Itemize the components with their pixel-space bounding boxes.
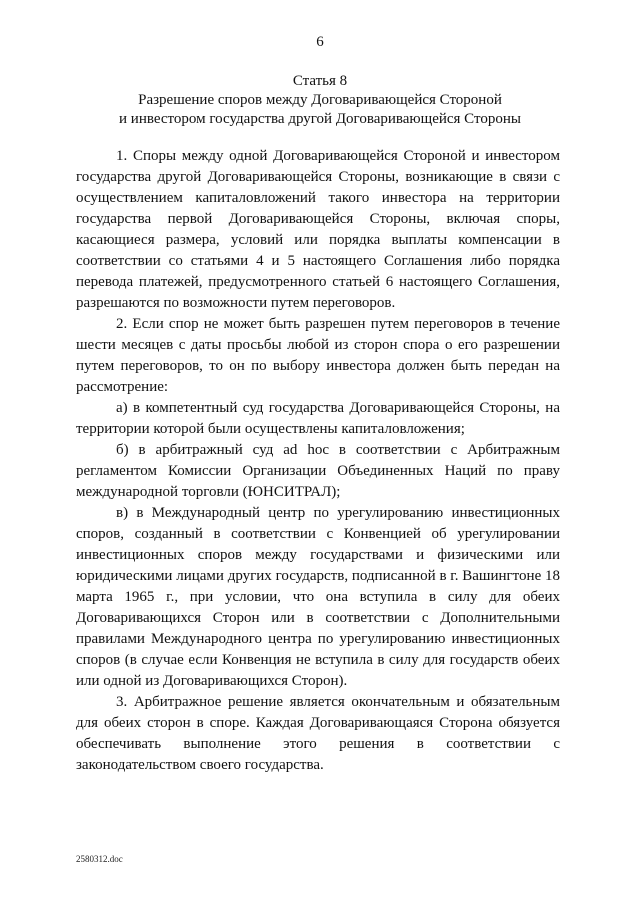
article-title-line-2: и инвестором государства другой Договаривающейся Стороны	[119, 111, 521, 127]
paragraph-2: 2. Если спор не может быть разрешен путем переговоров в течение шести месяцев с даты просьбы любой из сторон спора о его разрешении путем переговоров, то он по выбору инвестора должен быть передан на рассмотрение:	[76, 316, 560, 395]
paragraph-2c: в) в Международный центр по урегулированию инвестиционных споров, созданный в соответствии с Конвенцией об урегулировании инвестиционных споров между государствами и физическими или юридическими лицами других государств, подписанной в г. Вашингтоне 18 марта 1965 г., при условии, что она вступила в силу для обеих Договаривающихся Сторон или в соответствии с Дополнительными правилами Международного центра по урегулированию инвестиционных споров (в случае если Конвенция не вступила в силу для государств обеих или одной из Договаривающихся Сторон).	[76, 505, 560, 689]
article-body	[76, 146, 560, 776]
article-title-line-1: Разрешение споров между Договаривающейся Стороной	[138, 92, 502, 108]
article-number: Статья 8	[292, 73, 348, 89]
paragraph-3: 3. Арбитражное решение является окончательным и обязательным для обеих сторон в споре. Каждая Договаривающаяся Сторона обязуется обеспечивать выполнение этого решения в соответствии с законодательством своего государства.	[76, 694, 560, 773]
page-number: 6	[316, 34, 324, 50]
paragraph-1: 1. Споры между одной Договаривающейся Стороной и инвестором государства другой Договаривающейся Стороны, возникающие в связи с осуществлением капиталовложений такого инвестора на территории государства первой Договаривающейся Стороны, включая споры, касающиеся размера, условий или порядка выплаты компенсации в соответствии со статьями 4 и 5 настоящего Соглашения либо порядка перевода платежей, предусмотренного статьей 6 настоящего Соглашения, разрешаются по возможности путем переговоров.	[76, 148, 560, 311]
paragraph-2a: а) в компетентный суд государства Договаривающейся Стороны, на территории которой были осуществлены капиталовложения;	[76, 400, 560, 437]
article-heading	[60, 72, 580, 129]
paragraph-2b: б) в арбитражный суд ad hoc в соответствии с Арбитражным регламентом Комиссии Организации Объединенных Наций по праву международной торговли (ЮНСИТРАЛ);	[76, 442, 560, 500]
document-file-reference: 2580312.doc	[76, 854, 123, 864]
